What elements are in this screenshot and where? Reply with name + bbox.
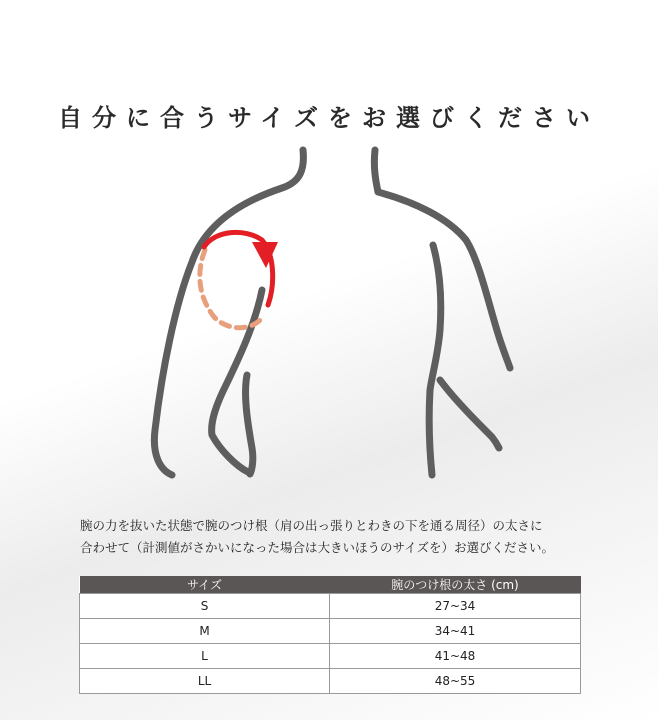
size-cell: LL — [80, 669, 330, 694]
body-illustration — [0, 130, 658, 490]
header-size: サイズ — [80, 576, 330, 594]
left-outer-contour — [154, 150, 303, 475]
instruction-text — [80, 515, 600, 559]
right-arm-line — [429, 245, 441, 475]
header-measurement: 腕のつけ根の太さ (cm) — [330, 576, 581, 594]
page-title: 自分に合うサイズをお選びください — [57, 104, 601, 133]
range-cell: 27~34 — [330, 594, 581, 619]
right-back-line — [440, 380, 499, 448]
range-cell: 48~55 — [330, 669, 581, 694]
range-cell: 34~41 — [330, 619, 581, 644]
range-cell: 41~48 — [330, 644, 581, 669]
instruction-line-1: 腕の力を抜いた状態で腕のつけ根（肩の出っ張りとわきの下を通る周径）の太さに — [80, 518, 543, 533]
table-row — [80, 594, 581, 619]
table-row — [80, 669, 581, 694]
size-cell: M — [80, 619, 330, 644]
size-table — [79, 576, 581, 694]
size-cell: L — [80, 644, 330, 669]
instruction-line-2: 合わせて（計測値がさかいになった場合は大きいほうのサイズを）お選びください。 — [80, 540, 555, 555]
size-cell: S — [80, 594, 330, 619]
table-row — [80, 644, 581, 669]
table-row — [80, 619, 581, 644]
left-torso-line — [246, 375, 253, 474]
table-header-row — [80, 576, 581, 594]
